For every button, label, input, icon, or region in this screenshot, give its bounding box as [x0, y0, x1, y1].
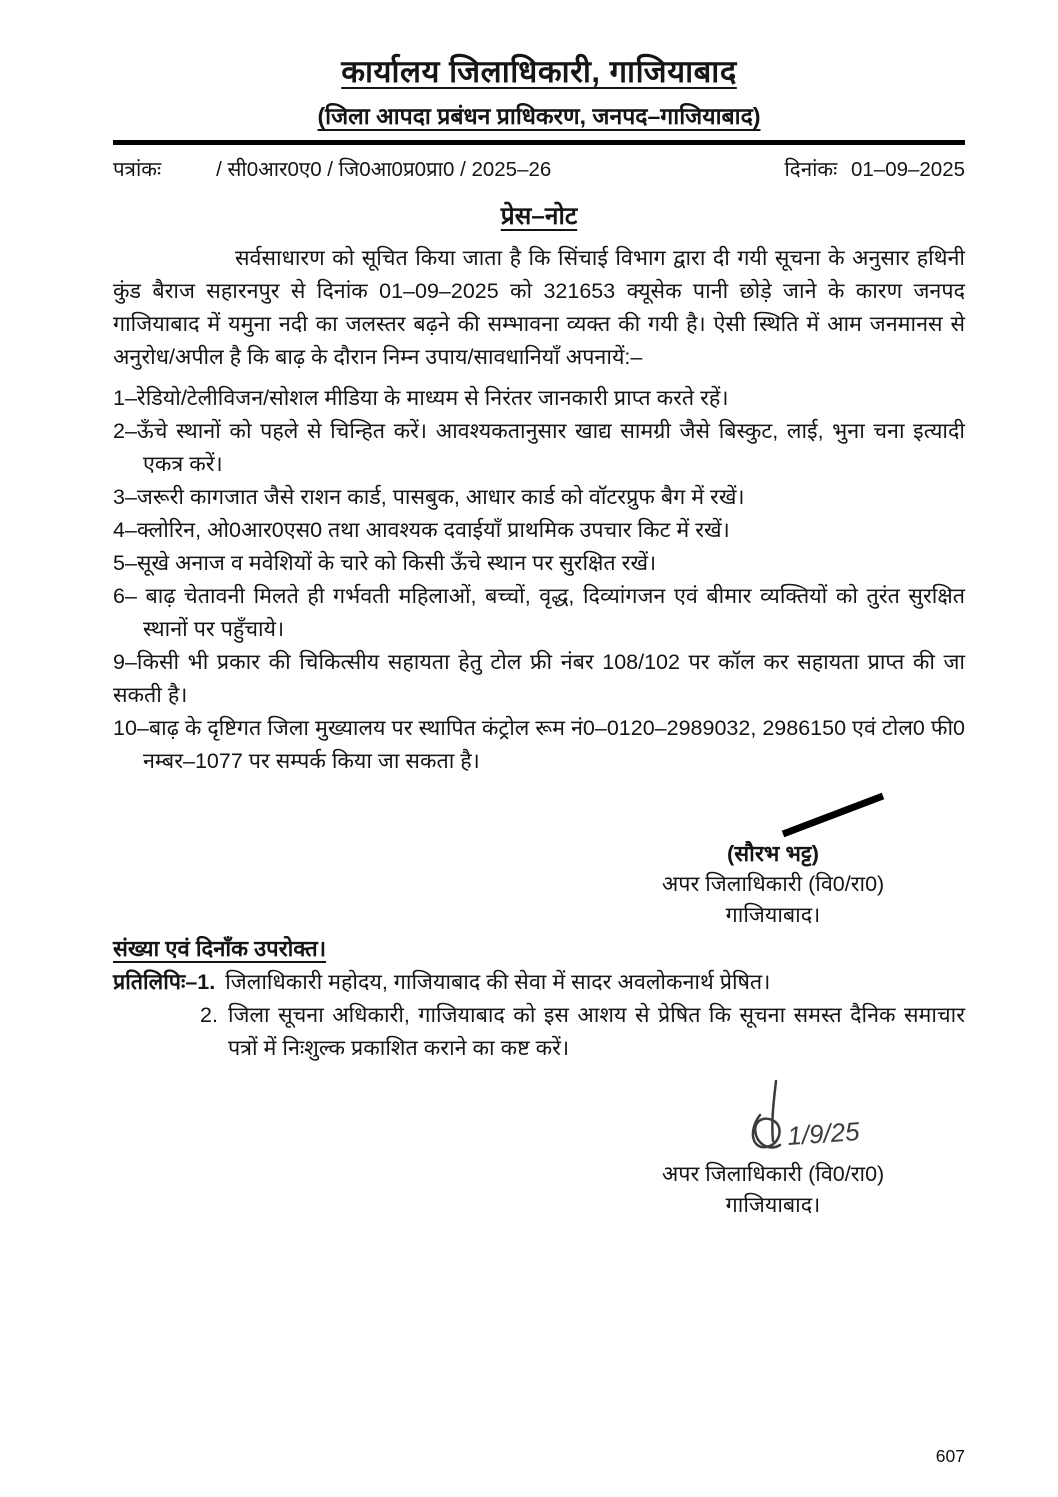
letter-date-label: दिनांकः: [784, 158, 838, 181]
copy-row-1: [113, 966, 965, 999]
list-item-10: 10–बाढ़ के दृष्टिगत जिला मुख्यालय पर स्थापित कंट्रोल रूम नं0–0120–2989032, 2986150 एवं टोल0 फी0 नम्बर–1077 पर सम्पर्क किया जा सकता है।: [113, 716, 965, 773]
signature-stroke-icon: [773, 792, 893, 838]
press-note-heading-text: प्रेस–नोट: [500, 203, 578, 230]
office-title: [113, 50, 965, 92]
signature-date-text: 1/9/25: [786, 1116, 861, 1151]
list-item-2: 2–ऊँचे स्थानों को पहले से चिन्हित करें। आवश्यकतानुसार खाद्य सामग्री जैसे बिस्कुट, लाई, भुना चना इत्यादी एकत्र करें।: [113, 419, 965, 476]
list-item-5: 5–सूखे अनाज व मवेशियों के चारे को किसी ऊँचे स्थान पर सुरक्षित रखें।: [113, 551, 657, 575]
copy-1-number: 1.: [197, 970, 216, 994]
list-item-9: 9–किसी भी प्रकार की चिकित्सीय सहायता हेतु टोल फ्री नंबर 108/102 पर कॉल कर सहायता प्राप्त की जा सकती है।: [113, 650, 965, 707]
copy-2-text: जिला सूचना अधिकारी, गाजियाबाद को इस आशय से प्रेषित कि सूचना समस्त दैनिक समाचार पत्रों में निःशुल्क प्रकाशित कराने का कष्ट करें।: [227, 1003, 965, 1060]
page-number: 607: [935, 1446, 965, 1466]
list-item-1: 1–रेडियो/टेलीविजन/सोशल मीडिया के माध्यम से निरंतर जानकारी प्राप्त करते रहें।: [113, 386, 729, 410]
signature-block-2: [623, 1079, 923, 1221]
copy-label: प्रतिलिपिः–: [113, 970, 198, 994]
endorsement-heading: [113, 933, 965, 963]
reference-line: [113, 155, 965, 183]
office-subtitle: [113, 99, 965, 131]
endorsement-heading-text: संख्या एवं दिनाँक उपरोक्त।: [113, 936, 327, 961]
press-note-heading: [113, 199, 965, 232]
letter-date-value: 01–09–2025: [850, 158, 965, 181]
list-item-4: 4–क्लोरिन, ओ0आर0एस0 तथा आवश्यक दवाईयाँ प्राथमिक उपचार किट में रखें।: [113, 518, 730, 542]
copy-row-2: [200, 999, 965, 1065]
handwritten-signature-icon: [718, 1079, 888, 1165]
list-item-6: 6– बाढ़ चेतावनी मिलते ही गर्भवती महिलाओं, बच्चों, वृद्ध, दिव्यांगजन एवं बीमार व्यक्तियों को तुरंत सुरक्षित स्थानों पर पहुँचाये।: [113, 584, 965, 641]
signature-block-1: [623, 792, 923, 931]
letter-number-value: / सी0आर0ए0 / जि0आ0प्र0प्रा0 / 2025–26: [216, 158, 552, 181]
letter-number-label: पत्रांकः: [113, 158, 162, 181]
signatory-name: (सौरभ भट्ट): [726, 841, 820, 866]
office-subtitle-text: (जिला आपदा प्रबंधन प्राधिकरण, जनपद–गाजियाबाद): [317, 103, 761, 129]
copy-1-text: जिलाधिकारी महोदय, गाजियाबाद की सेवा में सादर अवलोकनार्थ प्रेषित।: [225, 970, 771, 994]
header-divider: [113, 140, 965, 145]
signatory-2-place: गाजियाबाद।: [725, 1193, 821, 1217]
signatory-designation: अपर जिलाधिकारी (वि0/रा0): [661, 872, 885, 896]
copy-2-number: 2.: [200, 1003, 218, 1027]
intro-paragraph: सर्वसाधारण को सूचित किया जाता है कि सिंचाई विभाग द्वारा दी गयी सूचना के अनुसार हथिनी कुंड बैराज सहारनपुर से दिनांक 01–09–2025 को 321653 क्यूसेक पानी छोड़े जाने के कारण जनपद गाजियाबाद में यमुना नदी का जलस्तर बढ़ने की सम्भावना व्यक्त की गयी है। ऐसी स्थिति में आम जनमानस से अनुरोध/अपील है कि बाढ़ के दौरान निम्न उपाय/सावधानियाँ अपनायें:–: [113, 246, 965, 369]
office-title-text: कार्यालय जिलाधिकारी, गाजियाबाद: [341, 54, 737, 89]
signatory-place: गाजियाबाद।: [725, 903, 821, 927]
advisory-list: [113, 382, 965, 778]
letter-date: [785, 155, 966, 183]
letter-number: [113, 155, 551, 183]
copy-list: [113, 966, 965, 1065]
list-item-3: 3–जरूरी कागजात जैसे राशन कार्ड, पासबुक, आधार कार्ड को वॉटरप्रुफ बैग में रखें।: [113, 485, 745, 509]
signatory-2-designation: अपर जिलाधिकारी (वि0/रा0): [661, 1162, 885, 1186]
